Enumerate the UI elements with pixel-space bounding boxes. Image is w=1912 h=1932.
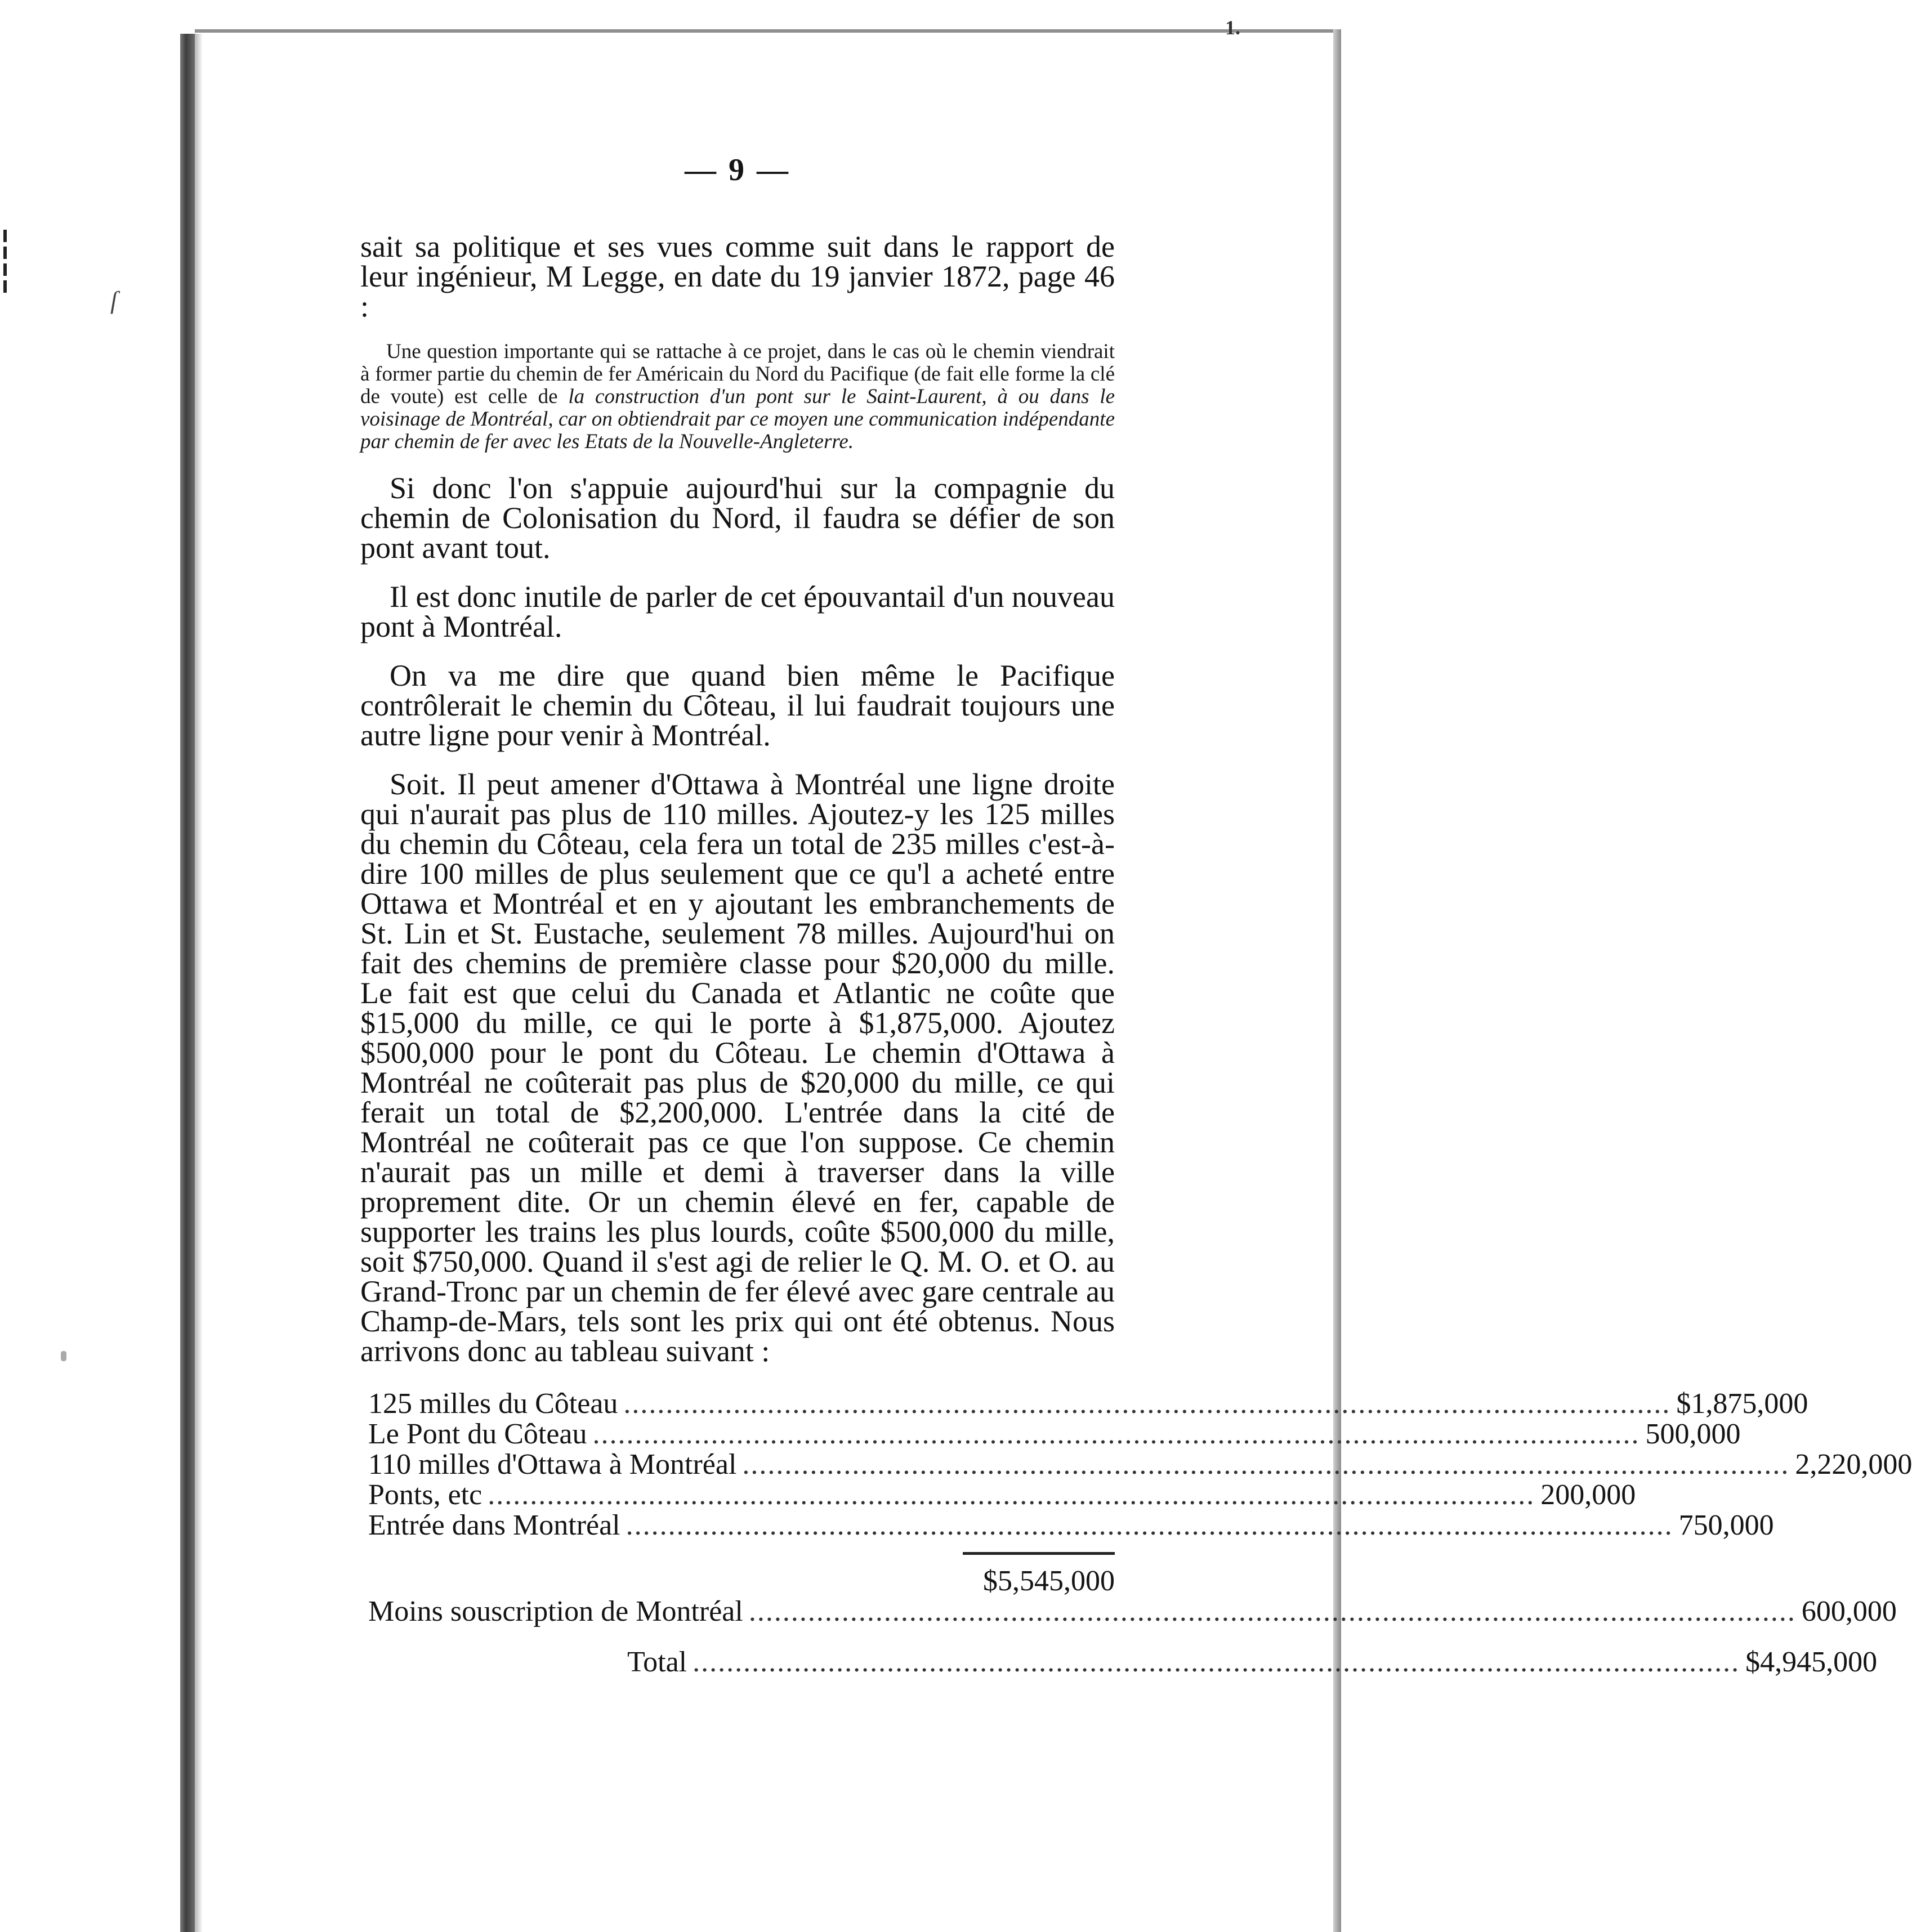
table-row: [368, 1388, 1808, 1420]
sum-rule: [368, 1552, 1115, 1555]
table-row: [368, 1448, 1912, 1481]
row-amount: 2,220,000: [1795, 1448, 1912, 1481]
subtotal-row: [368, 1566, 1115, 1596]
stray-ink-mark: ſ: [110, 287, 118, 314]
deduction-row: [368, 1595, 1897, 1627]
dot-leader: ............................................................................................................................: [488, 1479, 1535, 1511]
row-label: 125 milles du Côteau: [368, 1388, 618, 1420]
page-number: — 9 —: [685, 153, 790, 187]
dot-leader: ............................................................................................................................: [626, 1509, 1673, 1541]
paragraph-objection: On va me dire que quand bien même le Pacifique contrôlerait le chemin du Côteau, il lui faudrait toujours une autre ligne pour venir à Montréal.: [360, 659, 1115, 752]
right-margin: [1341, 0, 1372, 1932]
row-label: Entrée dans Montréal: [368, 1509, 620, 1541]
table-row: [368, 1479, 1636, 1511]
rule-line: [963, 1552, 1115, 1555]
row-amount: 500,000: [1645, 1418, 1741, 1450]
page-text: [360, 152, 1912, 1678]
dot-leader: ............................................................................................................................: [748, 1595, 1796, 1627]
deduction-amount: 600,000: [1801, 1595, 1897, 1627]
quoted-report: [360, 341, 1115, 453]
page-top-edge: [195, 29, 1337, 33]
subtotal-amount: $5,545,000: [983, 1565, 1115, 1597]
row-label: Ponts, etc: [368, 1479, 483, 1511]
book-spine: [180, 34, 195, 1932]
row-amount: 750,000: [1678, 1509, 1774, 1541]
stray-ink-dot: [61, 1351, 66, 1361]
paragraph-bridge-warning: Si donc l'on s'appuie aujourd'hui sur la compagnie du chemin de Colonisation du Nord, il faudra se défier de son pont avant tout.: [360, 471, 1115, 565]
paragraph-scarecrow: Il est donc inutile de parler de cet épouvantail d'un nouveau pont à Montréal.: [360, 580, 1115, 643]
row-amount: $1,875,000: [1676, 1388, 1808, 1420]
table-row: [368, 1418, 1741, 1450]
total-label: Total: [627, 1646, 687, 1678]
row-label: 110 milles d'Ottawa à Montréal: [368, 1448, 737, 1481]
deduction-label: Moins souscription de Montréal: [368, 1595, 743, 1627]
paragraph-cost-argument: Soit. Il peut amener d'Ottawa à Montréal une ligne droite qui n'aurait pas plus de 110 milles. Ajoutez-y les 125 milles du chemin du Côteau, cela fera un total de 235 milles c'est-à-dire 100 milles de plus seulement que ce qu'l a acheté entre Ottawa et Montréal et en y ajoutant les embranchements de St. Lin et St. Eustache, seulement 78 milles. Aujourd'hui on fait des chemins de première classe pour $20,000 du mille. Le fait est que celui du Canada et Atlantic ne coûte que $15,000 du mille, ce qui le porte à $1,875,000. Ajoutez $500,000 pour le pont du Côteau. Le chemin d'Ottawa à Montréal ne coûterait pas plus de $20,000 du mille, ce qui ferait un total de $2,200,000. L'entrée dans la cité de Montréal ne coûterait pas ce que l'on suppose. Ce chemin n'aurait pas un mille et demi à traverser dans la ville proprement dite. Or un chemin élevé en fer, capable de supporter les trains les plus lourds, coûte $500,000 du mille, soit $750,000. Quand il s'est agi de relier le Q. M. O. et O. au Grand-Tronc par un chemin de fer élevé avec gare centrale au Champ-de-Mars, tels sont les prix qui ont été obtenus. Nous arrivons donc au tableau suivant :: [360, 767, 1115, 1368]
dot-leader: ............................................................................................................................: [623, 1388, 1671, 1420]
dot-leader: ............................................................................................................................: [592, 1418, 1640, 1450]
left-margin: [0, 0, 185, 1932]
spine-shadow: [195, 34, 203, 1932]
total-row: [368, 1646, 1878, 1678]
paragraph-intro: sait sa politique et ses vues comme suit dans le rapport de leur ingénieur, M Legge, en date du 19 janvier 1872, page 46 :: [360, 230, 1115, 323]
quote-italic-text: la construction d'un pont sur le Saint-Laurent, à ou dans le voisinage de Montréal, car on obtiendrait par ce moyen une communication indépendante par chemin de fer avec les Etats de la Nouvelle-Angleterre.: [360, 385, 1115, 453]
table-row: [368, 1509, 1774, 1541]
cost-table: [360, 1388, 1912, 1678]
corner-mark: 1.: [1225, 16, 1240, 39]
total-amount: $4,945,000: [1745, 1646, 1878, 1678]
row-label: Le Pont du Côteau: [368, 1418, 587, 1450]
quote-text: Une question importante qui se rattache à ce projet, dans le cas où le chemin viendrait à former partie du chemin de fer Américain du Nord du Pacifique (de fait elle forme la clé de voute) est celle de: [360, 340, 1115, 408]
dot-leader: ............................................................................................................................: [693, 1646, 1740, 1678]
scan-edge-marks: [0, 225, 23, 293]
row-amount: 200,000: [1540, 1479, 1636, 1511]
dot-leader: ............................................................................................................................: [742, 1448, 1790, 1481]
